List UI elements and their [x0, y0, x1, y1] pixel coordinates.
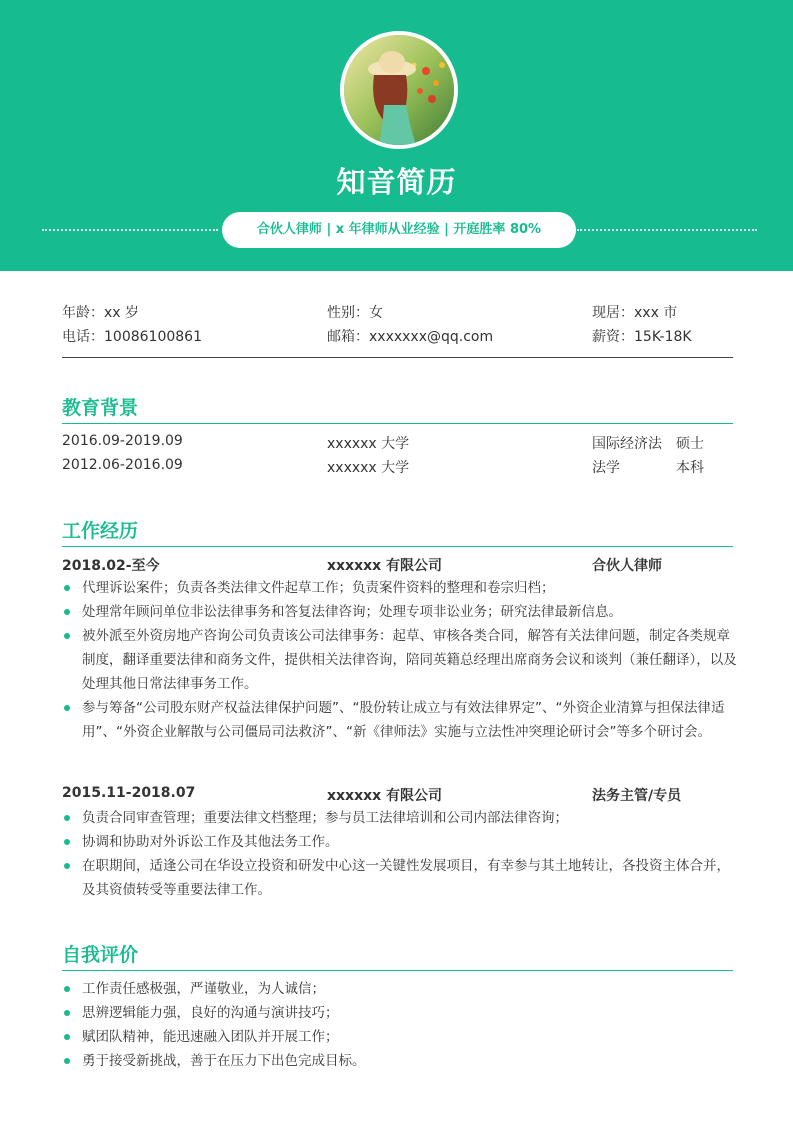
job-role: 合伙人律师: [592, 558, 662, 574]
list-item: 负责合同审查管理；重要法律文档整理；参与员工法律培训和公司内部法律咨询；: [62, 806, 742, 830]
divider-dots-right: [577, 229, 757, 231]
divider-dots-left: [42, 229, 218, 231]
list-item: 被外派至外资房地产咨询公司负责该公司法律事务：起草、审核各类合同，解答有关法律问题，制定各类规章制度，翻译重要法律和商务文件，提供相关法律咨询，陪同英籍总经理出席商务会议和谈判（兼任翻译），以及处理其他日常法律事务工作。: [62, 624, 742, 696]
section-title-self: 自我评价: [62, 944, 139, 966]
job-role: 法务主管/专员: [592, 788, 682, 804]
list-item: 在职期间，适逢公司在华设立投资和研发中心这一关键性发展项目，有幸参与其土地转让，各投资主体合并，及其资债转受等重要法律工作。: [62, 854, 742, 902]
info-gender: 性别：女: [327, 305, 383, 321]
education-degree: 硕士: [676, 436, 704, 452]
list-item: 工作责任感极强，严谨敬业，为人诚信；: [62, 977, 742, 1001]
education-school: xxxxxx 大学: [327, 436, 410, 452]
list-item: 协调和协助对外诉讼工作及其他法务工作。: [62, 830, 742, 854]
work-divider: [62, 546, 733, 547]
list-item: 代理诉讼案件；负责各类法律文件起草工作；负责案件资料的整理和卷宗归档；: [62, 576, 742, 600]
job-duties-list: [62, 806, 742, 902]
header-banner: [0, 0, 793, 271]
education-divider: [62, 423, 733, 424]
section-title-education: 教育背景: [62, 397, 139, 419]
education-period: 2016.09-2019.09: [62, 433, 183, 449]
resume-name: 知音简历: [336, 165, 457, 199]
avatar-photo: [344, 35, 454, 145]
education-major: 国际经济法: [592, 436, 662, 452]
job-company: xxxxxx 有限公司: [327, 558, 443, 574]
job-duties-list: [62, 576, 742, 744]
list-item: 思辨逻辑能力强，良好的沟通与演讲技巧；: [62, 1001, 742, 1025]
info-email: 邮箱：xxxxxxx@qq.com: [327, 329, 494, 345]
education-degree: 本科: [676, 460, 704, 476]
info-salary: 薪资：15K-18K: [592, 329, 692, 345]
list-item: 处理常年顾问单位非讼法律事务和答复法律咨询；处理专项非讼业务；研究法律最新信息。: [62, 600, 742, 624]
info-residence: 现居：xxx 市: [592, 305, 678, 321]
education-period: 2012.06-2016.09: [62, 457, 183, 473]
avatar: [340, 31, 458, 149]
education-major: 法学: [592, 460, 620, 476]
job-period: 2018.02-至今: [62, 558, 160, 574]
education-school: xxxxxx 大学: [327, 460, 410, 476]
info-phone: 电话：10086100861: [62, 329, 202, 345]
tagline-pill: 合伙人律师 | x 年律师从业经验 | 开庭胜率 80%: [222, 212, 576, 248]
section-title-work: 工作经历: [62, 520, 139, 542]
list-item: 赋团队精神，能迅速融入团队并开展工作；: [62, 1025, 742, 1049]
self-evaluation-list: [62, 977, 742, 1073]
self-divider: [62, 970, 733, 971]
list-item: 勇于接受新挑战，善于在压力下出色完成目标。: [62, 1049, 742, 1073]
list-item: 参与筹备“公司股东财产权益法律保护问题”、“股份转让成立与有效法律界定”、“外资企业清算与担保法律适用”、“外资企业解散与公司僵局司法救济”、“新《律师法》实施与立法性冲突理论研讨会”等多个研讨会。: [62, 696, 742, 744]
info-divider: [62, 357, 733, 358]
job-period: 2015.11-2018.07: [62, 785, 196, 801]
info-age: 年龄：xx 岁: [62, 305, 140, 321]
job-company: xxxxxx 有限公司: [327, 788, 443, 804]
